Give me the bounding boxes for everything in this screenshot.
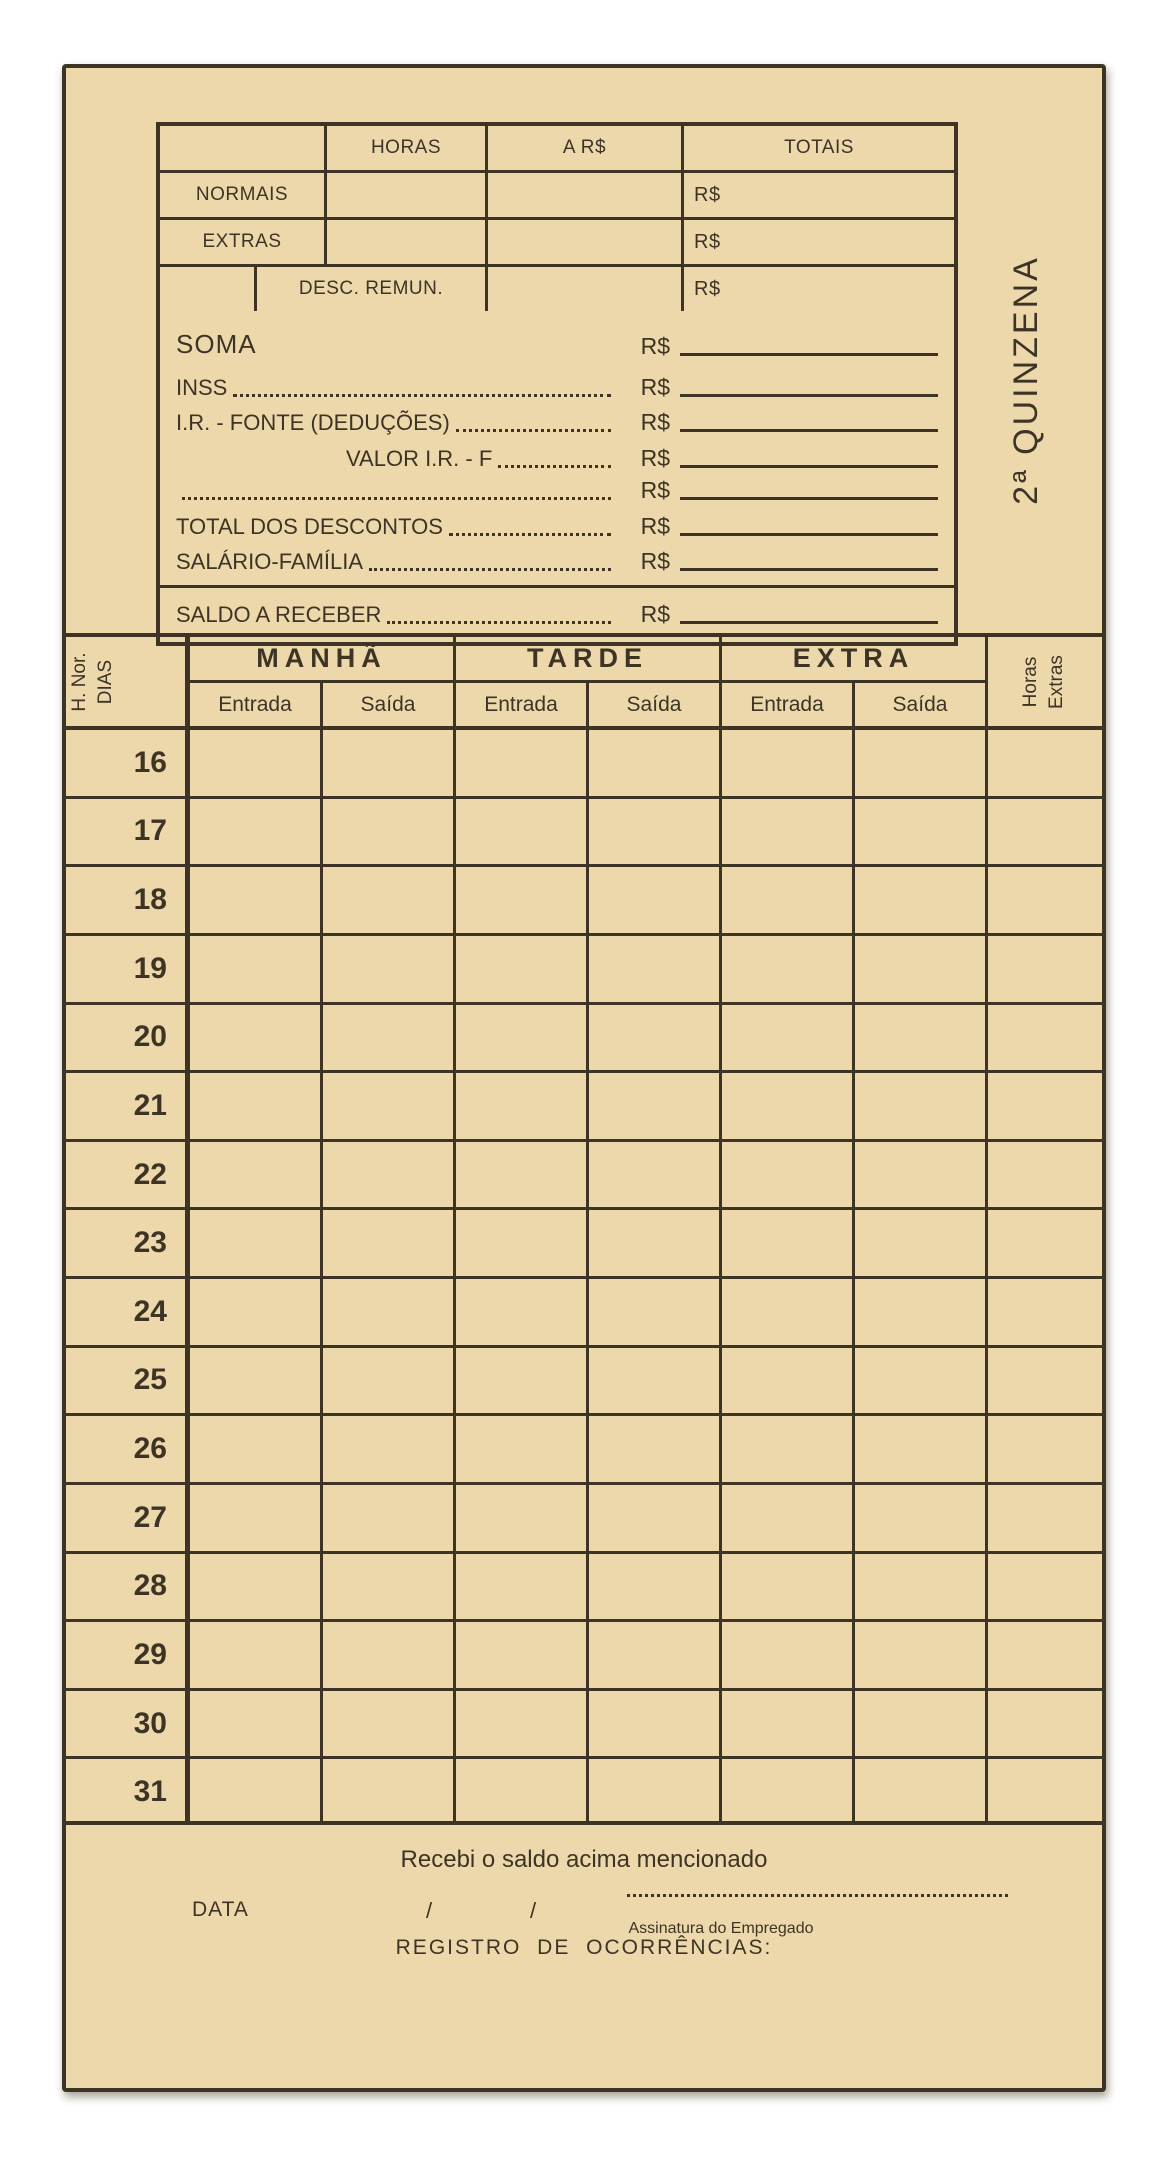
- extra-hours-cell: [988, 867, 1106, 933]
- time-entry-cell: [323, 1005, 456, 1071]
- time-entry-cell: [323, 799, 456, 865]
- summary-header-totals: TOTAIS: [681, 126, 954, 170]
- deduction-line: [176, 331, 938, 361]
- group-header-tarde: [456, 637, 722, 726]
- sub-header-entrada: Entrada: [750, 692, 824, 716]
- time-entry-cell: [456, 936, 589, 1002]
- currency-symbol: R$: [640, 601, 670, 627]
- time-entry-cell: [456, 1554, 589, 1620]
- time-entry-cell: [722, 1691, 855, 1757]
- time-entry-cell: [190, 730, 323, 796]
- table-row: [62, 1207, 1106, 1276]
- deduction-line: [176, 546, 938, 576]
- extras-label-extras: Extras: [1046, 655, 1067, 709]
- amount-blank-line: [680, 533, 938, 536]
- time-entry-cell: [456, 1759, 589, 1825]
- day-number: 22: [62, 1142, 190, 1208]
- deduction-label: SOMA: [176, 329, 257, 359]
- time-entry-cell: [722, 867, 855, 933]
- time-entry-cell: [855, 1759, 988, 1825]
- day-number: 27: [62, 1485, 190, 1551]
- row-label: EXTRAS: [202, 231, 282, 252]
- extra-hours-cell: [988, 1759, 1106, 1825]
- extra-hours-cell: [988, 1691, 1106, 1757]
- saldo-line: [176, 601, 938, 629]
- extra-hours-cell: [988, 1348, 1106, 1414]
- time-entry-cell: [722, 1005, 855, 1071]
- time-entry-cell: [190, 1622, 323, 1688]
- sub-header-row: [190, 680, 453, 726]
- table-row: [62, 1002, 1106, 1071]
- group-title: TARDE: [527, 643, 648, 673]
- table-row: [62, 1276, 1106, 1345]
- time-entry-cell: [722, 936, 855, 1002]
- table-row: [62, 1619, 1106, 1688]
- time-entry-cell: [722, 1759, 855, 1825]
- time-entry-cell: [190, 799, 323, 865]
- time-entry-cell: [722, 1485, 855, 1551]
- summary-header-hours: HORAS: [324, 126, 485, 170]
- day-number: 18: [62, 867, 190, 933]
- row-label: NORMAIS: [195, 184, 289, 205]
- extra-hours-cell: [988, 1416, 1106, 1482]
- time-entry-cell: [323, 1073, 456, 1139]
- currency-symbol: R$: [640, 374, 670, 400]
- sub-header-row: [722, 680, 985, 726]
- time-entry-cell: [589, 730, 722, 796]
- time-entry-cell: [456, 1005, 589, 1071]
- summary-row-extras: [160, 220, 954, 267]
- time-entry-cell: [855, 1279, 988, 1345]
- timesheet-table: [62, 633, 1106, 1825]
- extra-hours-cell: [988, 799, 1106, 865]
- time-entry-cell: [190, 1210, 323, 1276]
- timesheet-rows: [62, 730, 1106, 1825]
- deduction-label: TOTAL DOS DESCONTOS: [176, 514, 443, 539]
- table-row: [62, 933, 1106, 1002]
- time-entry-cell: [190, 1073, 323, 1139]
- extra-hours-cell: [988, 1485, 1106, 1551]
- summary-section: [156, 122, 958, 646]
- time-entry-cell: [456, 730, 589, 796]
- rate-cell: [485, 173, 681, 217]
- time-entry-cell: [722, 1554, 855, 1620]
- currency-symbol: R$: [640, 477, 670, 503]
- time-entry-cell: [589, 1279, 722, 1345]
- extras-column-header: [988, 637, 1106, 726]
- time-entry-cell: [722, 1622, 855, 1688]
- group-header-extra: [722, 637, 988, 726]
- dotted-leader: [182, 497, 611, 500]
- dotted-leader: [456, 429, 611, 432]
- time-entry-cell: [190, 1416, 323, 1482]
- dotted-leader: [233, 394, 610, 397]
- time-entry-cell: [589, 1005, 722, 1071]
- summary-table: [160, 126, 954, 305]
- time-entry-cell: [190, 1554, 323, 1620]
- time-entry-cell: [323, 1759, 456, 1825]
- time-entry-cell: [323, 867, 456, 933]
- time-entry-cell: [855, 1416, 988, 1482]
- time-entry-cell: [589, 1485, 722, 1551]
- time-entry-cell: [722, 1279, 855, 1345]
- occurrences-label: REGISTRO DE OCORRÊNCIAS:: [395, 1936, 773, 1959]
- time-entry-cell: [190, 1348, 323, 1414]
- time-entry-cell: [190, 1691, 323, 1757]
- extra-hours-cell: [988, 1142, 1106, 1208]
- time-entry-cell: [190, 1142, 323, 1208]
- time-entry-cell: [323, 1554, 456, 1620]
- time-entry-cell: [722, 799, 855, 865]
- time-entry-cell: [456, 1210, 589, 1276]
- sub-header-saida: Saída: [320, 683, 453, 726]
- table-row: [62, 1413, 1106, 1482]
- time-entry-cell: [323, 1622, 456, 1688]
- sub-header-entrada: Entrada: [484, 692, 558, 716]
- signature-label: Assinatura do Empregado: [628, 1920, 814, 1937]
- currency-symbol: R$: [640, 445, 670, 471]
- group-title: MANHÃ: [256, 643, 387, 673]
- time-entry-cell: [323, 730, 456, 796]
- amount-blank-line: [680, 465, 938, 468]
- time-entry-cell: [323, 1210, 456, 1276]
- extra-hours-cell: [988, 1554, 1106, 1620]
- time-entry-cell: [456, 1622, 589, 1688]
- amount-blank-line: [680, 568, 938, 571]
- time-entry-cell: [589, 1142, 722, 1208]
- time-entry-cell: [722, 1348, 855, 1414]
- summary-header-empty: [160, 126, 324, 170]
- extras-label-horas: Horas: [1020, 656, 1041, 708]
- time-entry-cell: [855, 1348, 988, 1414]
- time-entry-cell: [855, 799, 988, 865]
- deduction-label: SALÁRIO-FAMÍLIA: [176, 549, 364, 574]
- day-number: 20: [62, 1005, 190, 1071]
- time-entry-cell: [855, 1622, 988, 1688]
- time-entry-cell: [722, 1210, 855, 1276]
- time-entry-cell: [589, 1759, 722, 1825]
- corner-label-hnor: H. Nor.: [69, 652, 90, 712]
- total-cell: R$: [681, 173, 954, 217]
- table-row: [62, 1688, 1106, 1757]
- time-entry-cell: [323, 1691, 456, 1757]
- group-header-manhã: [190, 637, 456, 726]
- time-entry-cell: [456, 1279, 589, 1345]
- time-entry-cell: [722, 730, 855, 796]
- dotted-leader: [369, 568, 611, 571]
- summary-header-rate: A R$: [485, 126, 681, 170]
- amount-blank-line: [680, 429, 938, 432]
- table-row: [62, 796, 1106, 865]
- summary-row-normais: [160, 173, 954, 220]
- table-row: [62, 1756, 1106, 1825]
- time-entry-cell: [589, 1691, 722, 1757]
- group-headers: [190, 637, 988, 726]
- time-entry-cell: [589, 1554, 722, 1620]
- time-entry-cell: [456, 1142, 589, 1208]
- deduction-line: [176, 475, 938, 505]
- date-slash-1: /: [426, 1898, 434, 1923]
- time-entry-cell: [456, 1348, 589, 1414]
- extra-hours-cell: [988, 1622, 1106, 1688]
- time-entry-cell: [589, 1073, 722, 1139]
- total-cell: R$: [681, 267, 954, 311]
- time-entry-cell: [190, 1279, 323, 1345]
- time-entry-cell: [855, 1210, 988, 1276]
- time-entry-cell: [323, 1485, 456, 1551]
- deductions-box: [160, 305, 954, 585]
- hours-cell: [324, 220, 485, 264]
- amount-blank-line: [680, 621, 938, 624]
- timecard-form: [62, 64, 1106, 2092]
- time-entry-cell: [855, 1691, 988, 1757]
- currency-symbol: R$: [640, 548, 670, 574]
- corner-cell: [62, 637, 190, 726]
- time-entry-cell: [323, 1416, 456, 1482]
- day-number: 17: [62, 799, 190, 865]
- table-row: [62, 1139, 1106, 1208]
- dotted-leader: [387, 621, 610, 624]
- table-row: [62, 1482, 1106, 1551]
- time-entry-cell: [722, 1073, 855, 1139]
- rate-cell: [485, 220, 681, 264]
- time-entry-cell: [323, 1348, 456, 1414]
- time-entry-cell: [323, 1279, 456, 1345]
- time-entry-cell: [589, 1416, 722, 1482]
- currency-symbol: R$: [640, 513, 670, 539]
- time-entry-cell: [722, 1142, 855, 1208]
- table-row: [62, 864, 1106, 933]
- time-entry-cell: [456, 867, 589, 933]
- currency-symbol: R$: [640, 409, 670, 435]
- time-entry-cell: [855, 867, 988, 933]
- deduction-label: I.R. - FONTE (DEDUÇÕES): [176, 410, 450, 435]
- signature-dotted-line: [627, 1894, 1008, 1897]
- total-cell: R$: [681, 220, 954, 264]
- timesheet-header: [62, 637, 1106, 730]
- time-entry-cell: [190, 936, 323, 1002]
- sub-header-row: [456, 680, 719, 726]
- extra-hours-cell: [988, 1279, 1106, 1345]
- time-entry-cell: [456, 1485, 589, 1551]
- extra-hours-cell: [988, 1210, 1106, 1276]
- day-number: 19: [62, 936, 190, 1002]
- time-entry-cell: [589, 867, 722, 933]
- time-entry-cell: [456, 1691, 589, 1757]
- time-entry-cell: [323, 936, 456, 1002]
- amount-blank-line: [680, 497, 938, 500]
- group-title: EXTRA: [792, 643, 915, 673]
- hours-cell: [324, 173, 485, 217]
- dotted-leader: [498, 465, 610, 468]
- amount-blank-line: [680, 394, 938, 397]
- currency-symbol: R$: [640, 333, 670, 359]
- time-entry-cell: [323, 1142, 456, 1208]
- fortnight-label: 2ª QUINZENA: [1007, 255, 1045, 505]
- day-number: 26: [62, 1416, 190, 1482]
- time-entry-cell: [589, 799, 722, 865]
- day-number: 21: [62, 1073, 190, 1139]
- dotted-leader: [449, 533, 611, 536]
- deduction-label: VALOR I.R. - F: [346, 446, 493, 471]
- time-entry-cell: [190, 867, 323, 933]
- time-entry-cell: [589, 936, 722, 1002]
- time-entry-cell: [589, 1348, 722, 1414]
- time-entry-cell: [722, 1416, 855, 1482]
- time-entry-cell: [589, 1210, 722, 1276]
- time-entry-cell: [456, 1416, 589, 1482]
- date-label: DATA: [192, 1898, 249, 1921]
- time-entry-cell: [589, 1622, 722, 1688]
- deduction-line: [176, 511, 938, 541]
- extra-hours-cell: [988, 730, 1106, 796]
- time-entry-cell: [190, 1759, 323, 1825]
- day-number: 28: [62, 1554, 190, 1620]
- summary-header-row: [160, 126, 954, 173]
- day-number: 30: [62, 1691, 190, 1757]
- time-entry-cell: [456, 1073, 589, 1139]
- time-entry-cell: [855, 1073, 988, 1139]
- deduction-line: [176, 407, 938, 437]
- extra-hours-cell: [988, 936, 1106, 1002]
- sub-header-entrada: Entrada: [218, 692, 292, 716]
- time-entry-cell: [855, 730, 988, 796]
- corner-label-dias: DIAS: [95, 659, 116, 705]
- day-number: 29: [62, 1622, 190, 1688]
- saldo-label: SALDO A RECEBER: [176, 602, 382, 627]
- amount-blank-line: [680, 353, 938, 356]
- extra-hours-cell: [988, 1005, 1106, 1071]
- day-number: 24: [62, 1279, 190, 1345]
- deduction-line: [176, 443, 938, 473]
- row-label: DESC. REMUN.: [254, 267, 485, 311]
- table-row: [62, 1070, 1106, 1139]
- sub-header-saida: Saída: [586, 683, 719, 726]
- table-row: [62, 730, 1106, 796]
- time-entry-cell: [190, 1485, 323, 1551]
- day-number: 23: [62, 1210, 190, 1276]
- time-entry-cell: [855, 1142, 988, 1208]
- time-entry-cell: [855, 1485, 988, 1551]
- sub-header-saida: Saída: [852, 683, 985, 726]
- date-slash-2: /: [530, 1898, 538, 1923]
- day-number: 25: [62, 1348, 190, 1414]
- table-row: [62, 1345, 1106, 1414]
- deduction-label: INSS: [176, 375, 228, 400]
- receipt-text: Recebi o saldo acima mencionado: [400, 1846, 768, 1873]
- time-entry-cell: [855, 1005, 988, 1071]
- day-number: 16: [62, 730, 190, 796]
- deduction-line: [176, 372, 938, 402]
- extra-hours-cell: [988, 1073, 1106, 1139]
- time-entry-cell: [456, 799, 589, 865]
- table-row: [62, 1551, 1106, 1620]
- time-entry-cell: [190, 1005, 323, 1071]
- time-entry-cell: [855, 1554, 988, 1620]
- time-entry-cell: [855, 936, 988, 1002]
- day-number: 31: [62, 1759, 190, 1825]
